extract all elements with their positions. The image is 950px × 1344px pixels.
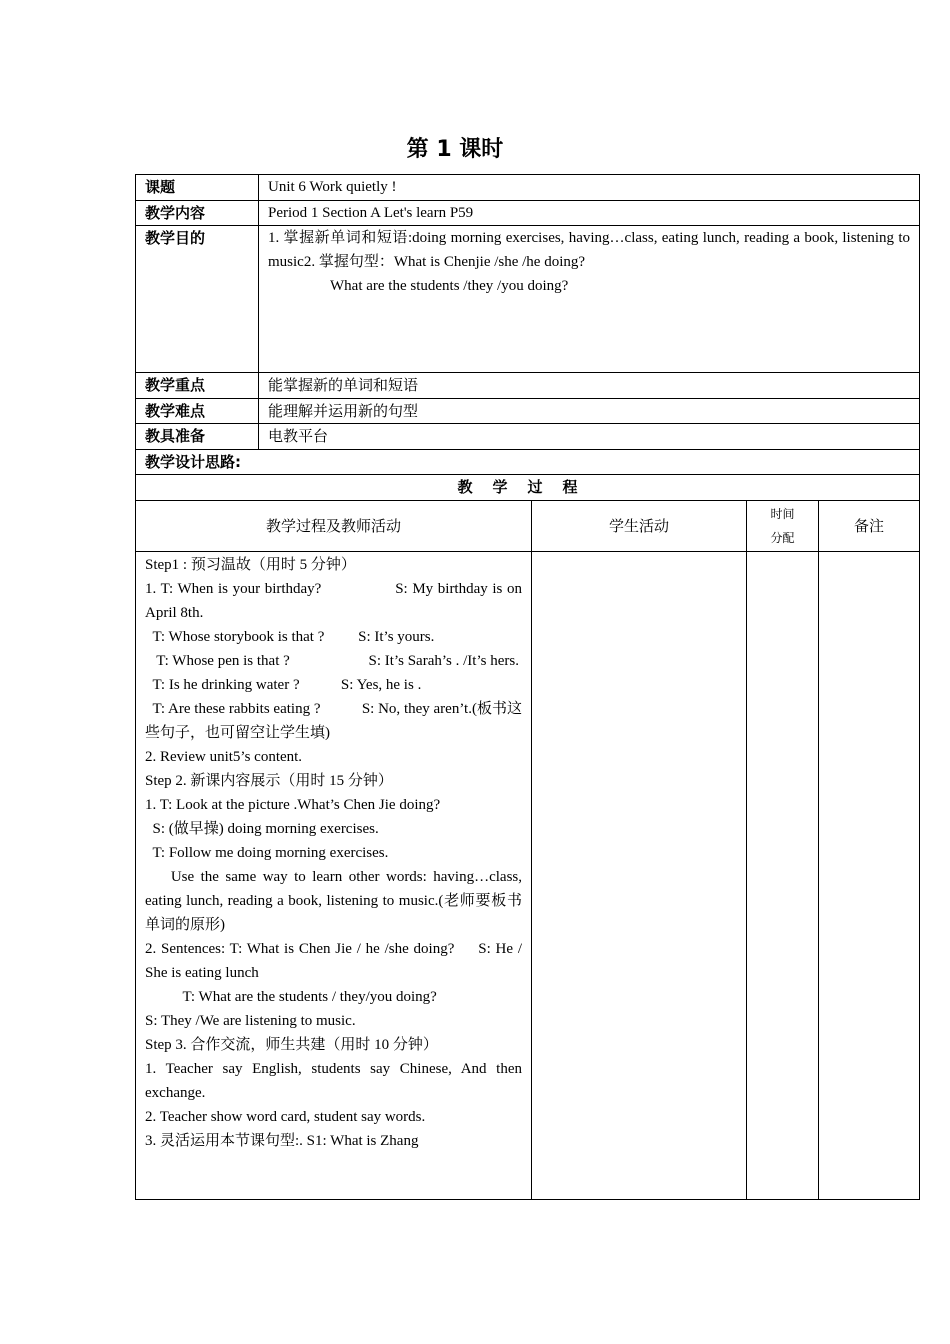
key-points-value: 能掌握新的单词和短语 bbox=[259, 373, 920, 399]
difficulties-row bbox=[136, 399, 920, 424]
time-header-line-2: 分配 bbox=[770, 531, 795, 545]
process-line: 1. T: When is your birthday? S: My birthday is on April 8th. bbox=[145, 581, 525, 621]
process-heading-row bbox=[136, 475, 920, 501]
process-line: Step 3. 合作交流，师生共建（用时 10 分钟） bbox=[145, 1037, 438, 1053]
design-label: 教学设计思路: bbox=[136, 450, 920, 475]
process-line: Step1 : 预习温故（用时 5 分钟） bbox=[145, 557, 356, 573]
content-value: Period 1 Section A Let's learn P59 bbox=[259, 201, 920, 226]
content-label: 教学内容 bbox=[136, 201, 259, 226]
process-line: 2. Review unit5’s content. bbox=[145, 749, 303, 765]
design-row bbox=[136, 450, 920, 475]
process-line: 2. Sentences: T: What is Chen Jie / he /she doing? S: He / She is eating lunch bbox=[145, 941, 526, 981]
process-heading: 教学过程 bbox=[136, 475, 920, 501]
process-line: T: Is he drinking water ? S: Yes, he is . bbox=[145, 677, 422, 693]
time-allocation-cell bbox=[747, 552, 819, 1200]
topic-value: Unit 6 Work quietly ! bbox=[259, 175, 920, 201]
process-line: Step 2. 新课内容展示（用时 15 分钟） bbox=[145, 773, 393, 789]
objectives-label: 教学目的 bbox=[136, 226, 259, 373]
materials-row bbox=[136, 424, 920, 450]
process-body-row bbox=[136, 552, 920, 1200]
process-line: S: They /We are listening to music. bbox=[145, 1013, 356, 1029]
teacher-activity-header: 教学过程及教师活动 bbox=[136, 501, 532, 552]
process-line: 1. T: Look at the picture .What’s Chen Jie doing? bbox=[145, 797, 441, 813]
process-line: T: Whose storybook is that ? S: It’s yours. bbox=[145, 629, 435, 645]
materials-value: 电教平台 bbox=[259, 424, 920, 450]
time-allocation-header bbox=[747, 501, 819, 552]
notes-header: 备注 bbox=[819, 501, 920, 552]
process-line: T: Follow me doing morning exercises. bbox=[145, 845, 389, 861]
materials-label: 教具准备 bbox=[136, 424, 259, 450]
process-line: 3. 灵活运用本节课句型:. S1: What is Zhang bbox=[145, 1133, 419, 1149]
student-activity-cell bbox=[532, 552, 747, 1200]
objectives-row bbox=[136, 226, 920, 373]
objectives-value bbox=[259, 226, 920, 373]
student-activity-header: 学生活动 bbox=[532, 501, 747, 552]
objectives-line-1: 1. 掌握新单词和短语:doing morning exercises, having…class, eating lunch, reading a book, listening to music2. 掌握句型：What is Chenjie /she /he doing? bbox=[268, 230, 911, 270]
topic-row bbox=[136, 175, 920, 201]
process-line: T: Whose pen is that ? S: It’s Sarah’s . /It’s hers. bbox=[145, 653, 519, 669]
process-line: Use the same way to learn other words: having…class, eating lunch, reading a book, listening to music.(老师要板书单词的原形) bbox=[145, 869, 526, 933]
lesson-plan-table bbox=[135, 174, 920, 1200]
process-line: T: Are these rabbits eating ? S: No, they aren’t.(板书这些句子，也可留空让学生填) bbox=[145, 701, 522, 741]
column-header-row bbox=[136, 501, 920, 552]
key-points-row bbox=[136, 373, 920, 399]
difficulties-label: 教学难点 bbox=[136, 399, 259, 424]
key-points-label: 教学重点 bbox=[136, 373, 259, 399]
process-line: 1. Teacher say English, students say Chinese, And then exchange. bbox=[145, 1061, 522, 1101]
process-line: T: What are the students / they/you doing? bbox=[145, 989, 437, 1005]
page-title: 第 1 课时 bbox=[406, 137, 504, 162]
topic-label: 课题 bbox=[136, 175, 259, 201]
objectives-line-2: What are the students /they /you doing? bbox=[330, 278, 569, 294]
difficulties-value: 能理解并运用新的句型 bbox=[259, 399, 920, 424]
process-line: 2. Teacher show word card, student say words. bbox=[145, 1109, 426, 1125]
teacher-activity-cell bbox=[136, 552, 532, 1200]
time-header-line-1: 时间 bbox=[770, 507, 795, 521]
content-row bbox=[136, 201, 920, 226]
notes-cell bbox=[819, 552, 920, 1200]
process-line: S: (做早操) doing morning exercises. bbox=[145, 821, 379, 837]
